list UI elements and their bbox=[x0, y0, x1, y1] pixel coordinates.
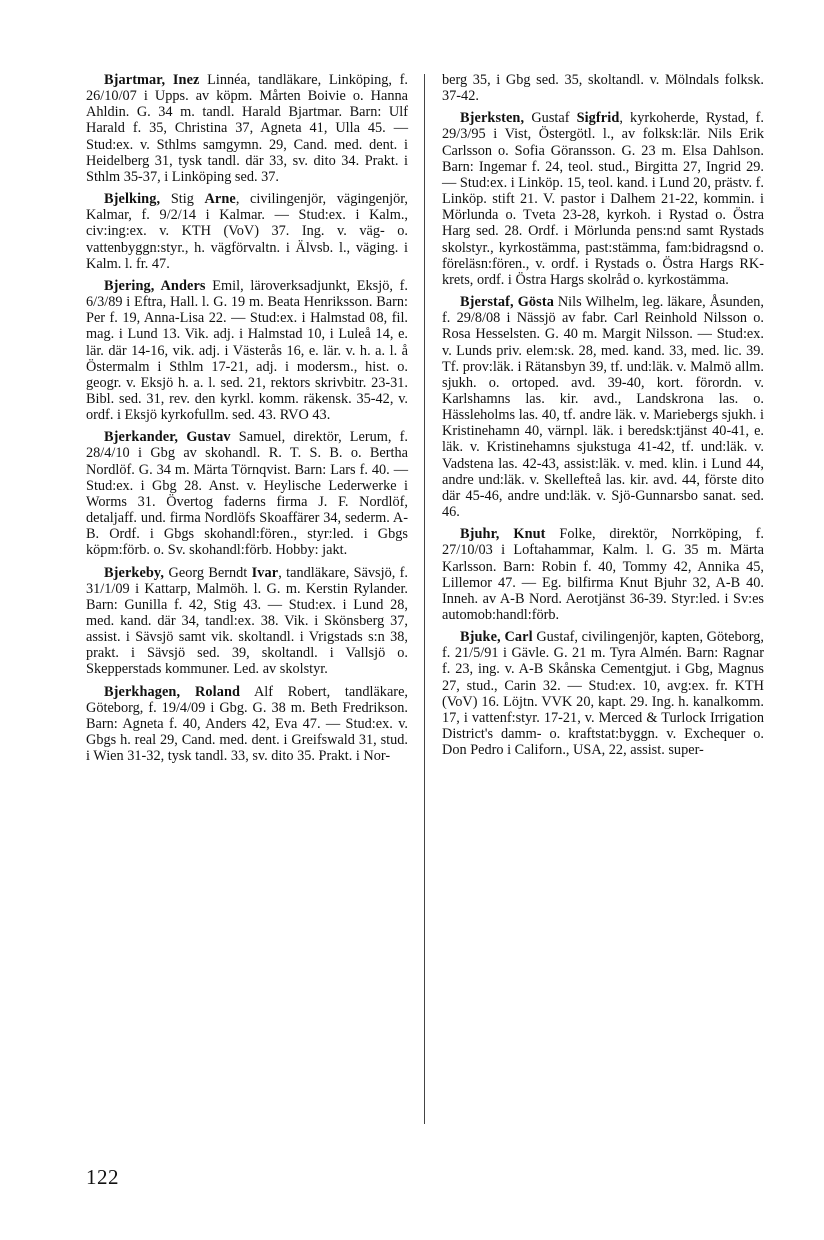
entry-text: , tandläkare, Sävsjö, f. 31/1/09 i Kattarp, Malmöh. l. G. m. Kerstin Rylander. Barn: Gunilla f. 42, Stig 43. — Stud:ex. i Lund 28, med. kand. där 34, tandl:ex. 38. Vik. i Skönsberg 37, assist. i Sävsjö samt vik. skoltandl. i Vrigstads s:n 38, prakt. i Sävsjö sed. 39, skoltandl. i Vallsjö o. Skepperstads kommuner. Led. av skolstyr. bbox=[86, 564, 409, 678]
entry-given-plain: Gustaf bbox=[531, 110, 577, 127]
entry-given-bold: Inez bbox=[172, 72, 200, 88]
entry-bjerksten bbox=[442, 110, 764, 288]
entry-surname: Bjartmar, bbox=[104, 72, 173, 88]
entry-surname: Bjerksten, bbox=[460, 110, 532, 127]
entry-text: Alf Robert, tandläkare, Göteborg, f. 19/4/09 i Gbg. G. 38 m. Beth Fredrikson. Barn: Agneta f. 40, Anders 42, Eva 47. — Stud:ex. v. Gbgs h. real 29, Cand. med. dent. i Greifswald 31, stud. i Wien 31-32, tysk tandl. 33, sv. dito 35. Prakt. i Nor- bbox=[86, 683, 408, 765]
entry-given-bold: Gösta bbox=[517, 294, 554, 311]
entry-bjering bbox=[86, 278, 408, 423]
entry-text: Samuel, direktör, Lerum, f. 28/4/10 i Gbg av skohandl. R. T. S. B. o. Bertha Nordlöf. G. 34 m. Märta Törnqvist. Barn: Lars f. 40. — Stud:ex. i Gbg 28. Anst. v. Heylische Lederwerke i Worms 31. Övertog faderns firma J. F. Nordlöf, detaljaff. und. firma Nordlöfs Skoaffärer 34, sederm. A-B. Ordf. i Gbgs skohandl:fören., styr:led. i Gbgs köpm:förb. o. Sv. skohandl:förb. Hobby: jakt. bbox=[86, 429, 408, 559]
entry-bjelking bbox=[86, 191, 408, 272]
entry-surname: Bjerkhagen, bbox=[104, 683, 195, 700]
entry-surname: Bjering, bbox=[104, 277, 161, 294]
entry-given-bold: Ivar bbox=[251, 564, 279, 581]
entry-bjerkeby bbox=[86, 565, 408, 678]
entry-text: , kyrkoherde, Rystad, f. 29/3/95 i Vist, Östergötl. l., av folksk:lär. Nils Erik Carlsson o. Sofia Göransson. G. 23 m. Elsa Dahlson. Barn: Ingemar f. 24, teol. stud., Birgitta 27, Ingrid 29. — Stud:ex. i Linköp. 15, teol. kand. i Lund 20, prästv. f. Linköp. stift 21. V. pastor i Dalhem 21-22, kommin. i Mörlunda o. Tveta 23-28, kyrkoh. i Rystad o. Östra Harg sed. 28. Ordf. i Mörlunda pens:nd samt Rystads skolstyr., kyrkostämma, past:stämma, fam:bidragsnd o. föreläsn:fören., v. ordf. i Rystads o. Östra Hargs RK-krets, ordf. i Östra Hargs skolråd o. kyrkostämma. bbox=[442, 110, 764, 288]
entry-surname: Bjelking, bbox=[104, 191, 171, 208]
entry-given-plain: Georg Berndt bbox=[168, 564, 252, 581]
entry-text: Linnéa, tandläkare, Linköping, f. 26/10/07 i Upps. av köpm. Mårten Boivie o. Hanna Ahldin. G. 34 m. tandl. Harald Bjartmar. Barn: Ulf Harald f. 35, Christina 37, Agneta 41, Ulla 45. — Stud:ex. v. Sthlms samgymn. 29, Cand. med. dent. i Heidelberg 31, tysk tandl. där 33, sv. dito 34. Prakt. i Sthlm 35-37, i Linköping sed. 37. bbox=[86, 72, 408, 185]
entry-given-bold: Sigfrid bbox=[576, 110, 620, 127]
entry-surname: Bjerkander, bbox=[104, 429, 187, 446]
entry-surname: Bjerkeby, bbox=[104, 564, 169, 581]
entry-given-bold: Anders bbox=[160, 277, 206, 294]
entry-surname: Bjerstaf, bbox=[460, 294, 518, 311]
entry-surname: Bjuke, bbox=[460, 629, 505, 646]
entry-bjartmar bbox=[86, 72, 408, 185]
entry-text: Gustaf, civilingenjör, kapten, Göteborg, f. 21/5/91 i Gävle. G. 21 m. Tyra Almén. Barn: Ragnar f. 23, ing. v. A-B Skånska Cementgjut. i Gbg, Magnus 27, stud., Carin 32. — Stud:ex. 10, avg:ex. fr. KTH (VoV) 16. Löjtn. VVK 20, kapt. 29. Ing. h. kanalkomm. 17, i vattenf:styr. 17-21, v. Merced & Turlock Irrigation District's damm- o. kraftstat:byggn. v. Exchequer o. Don Pedro i Californ., USA, 22, assist. super- bbox=[442, 629, 764, 759]
entry-given-bold: Roland bbox=[194, 683, 241, 700]
entry-bjerstaf bbox=[442, 294, 764, 520]
column-divider bbox=[424, 74, 425, 1124]
entry-text: Nils Wilhelm, leg. läkare, Åsunden, f. 29/8/08 i Nässjö av fabr. Carl Reinhold Nilsson o. Rosa Hesselsten. G. 40 m. Margit Nilsson. — Stud:ex. v. Lunds priv. elem:sk. 28, med. kand. 33, med. lic. 39. Tf. prov:läk. i Rätansbyn 39, tf. und:läk. v. Malmö allm. sjukh. o. ortoped. avd. 39-40, kort. förordn. v. Karlshamns las. kir. avd., Landskrona las. o. Hässleholms las. 40, tf. andre läk. v. Mariebergs sjukh. i Kristinehamn 40, värnpl. läk. i beredsk:tjänst 40-41, e. läk. v. Kristinehamns sjukstuga 41-42, tf. und:läk. v. Vadstena las. 42-43, assist:läk. v. med. klin. i Lund 44, andre und:läk. v. Skellefteå las. kir. avd. 44, förste dito där 45-46, andre und:läk. v. Sjö-Gunnarsbo sanat. sed. 46. bbox=[442, 294, 764, 521]
entry-text: , civilingenjör, vägingenjör, Kalmar, f. 9/2/14 i Kalmar. — Stud:ex. i Kalm., civ:ing:ex. v. KTH (VoV) 37. Ing. v. väg- o. vattenbyggn:styr., h. vägförvaltn. i Älvsb. l., väging. i Kalm. l. fr. 47. bbox=[86, 191, 408, 272]
entry-bjuhr bbox=[442, 526, 764, 623]
entry-given-bold: Gustav bbox=[186, 429, 231, 446]
entry-given-plain: Stig bbox=[170, 191, 205, 208]
right-column bbox=[442, 72, 764, 764]
page-number: 122 bbox=[86, 1165, 119, 1189]
entry-bjerkhagen bbox=[86, 684, 408, 765]
entry-surname: Bjuhr, bbox=[460, 526, 514, 543]
entry-text: Folke, direktör, Norrköping, f. 27/10/03 i Loftahammar, Kalm. l. G. 35 m. Märta Karlsson. Barn: Robin f. 40, Tommy 42, Annika 45, Lillemor 47. — Eg. bilfirma Knut Bjuhr 32, A-B 40. Inneh. av A-B Nord. Aerotjänst 36-39. Styr:led. i Sv:es automob:handl:förb. bbox=[442, 526, 764, 623]
entry-given-bold: Arne bbox=[204, 191, 236, 208]
entry-text: Emil, läroverksadjunkt, Eksjö, f. 6/3/89 i Eftra, Hall. l. G. 19 m. Beata Henriksson. Barn: Per f. 19, Anna-Lisa 22. — Stud:ex. i Halmstad 08, fil. mag. i Lund 13. Vik. adj. i Halmstad 10, i Luleå 14, e. lär. där 14-16, vik. adj. i Västerås 16, e. lär. v. h. a. l. å Östermalm i Sthlm 17-21, adj. i modersm., hist. o. geogr. v. Eksjö h. a. l. sed. 21, rektors skrivbitr. 23-31. Bibl. sed. 31, rev. den kyrkl. komm. räkensk. 35-42, v. ordf. i Eksjö kyrkofullm. sed. 43. RVO 43. bbox=[86, 277, 408, 424]
entry-given-bold: Knut bbox=[513, 526, 546, 543]
left-column bbox=[86, 72, 408, 770]
entry-given-bold: Carl bbox=[504, 629, 533, 646]
entry-bjuke bbox=[442, 629, 764, 758]
entry-bjerkander bbox=[86, 429, 408, 558]
entry-continuation: berg 35, i Gbg sed. 35, skoltandl. v. Mölndals folksk. 37-42. bbox=[442, 72, 764, 105]
